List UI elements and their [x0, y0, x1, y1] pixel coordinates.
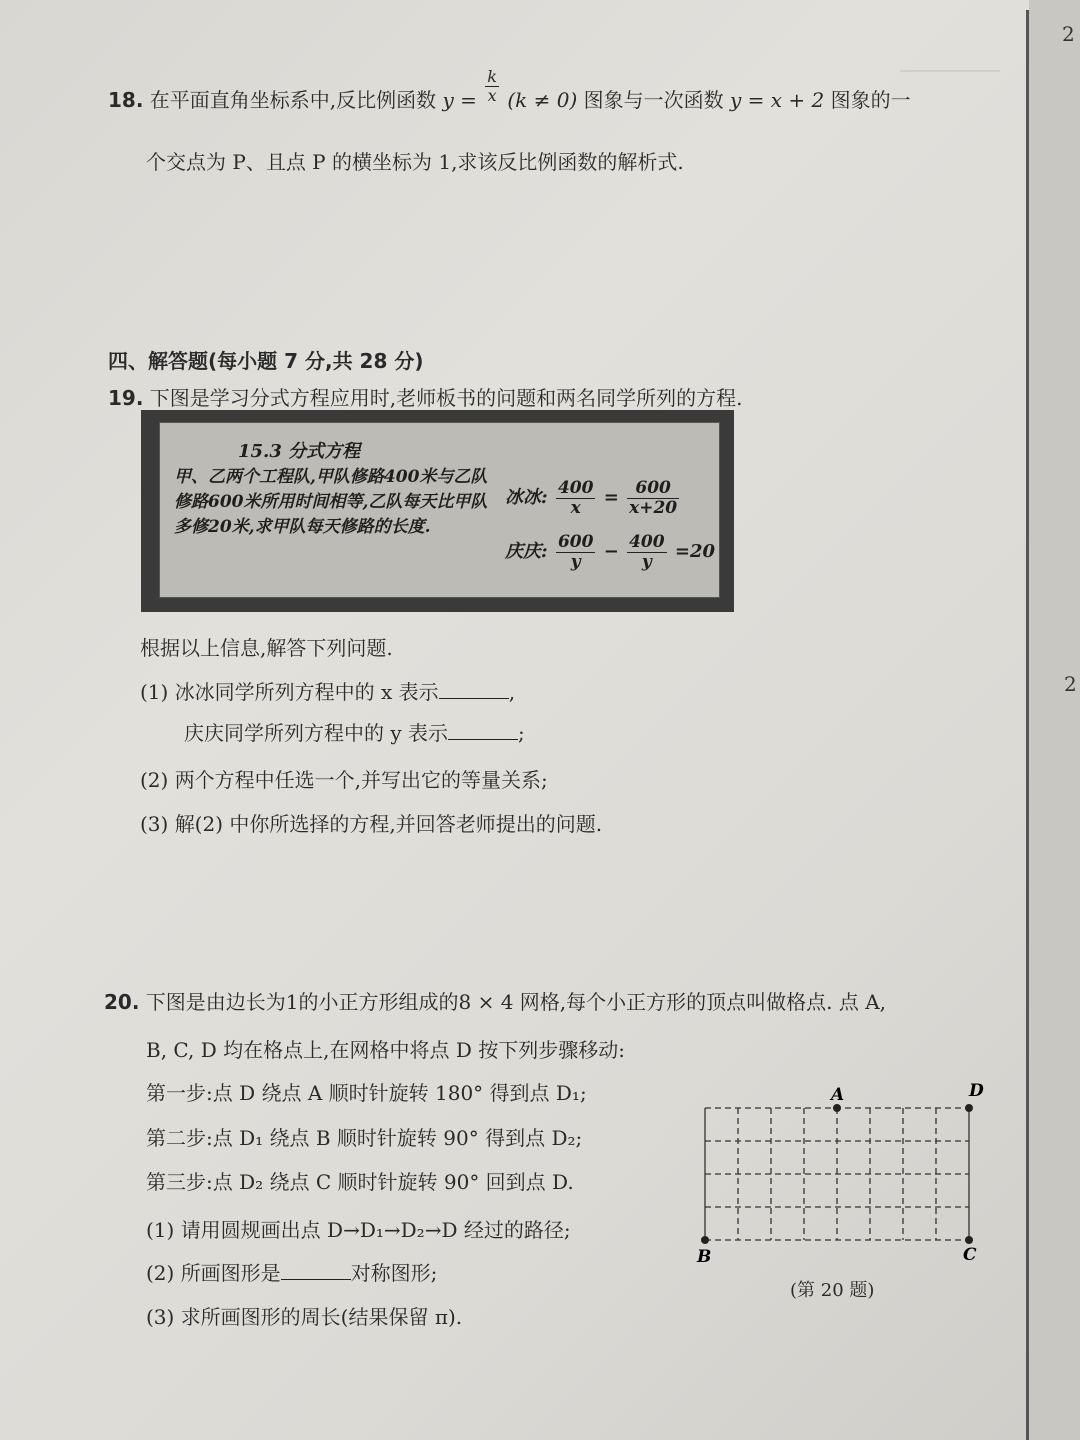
q18-frac-num: k: [487, 67, 497, 87]
point-C: [965, 1236, 973, 1244]
qq-minus: −: [603, 541, 619, 563]
point-B: [701, 1236, 709, 1244]
q19-part2: (2) 两个方程中任选一个,并写出它的等量关系;: [140, 768, 548, 792]
q20-line2: B, C, D 均在格点上,在网格中将点 D 按下列步骤移动:: [146, 1038, 625, 1062]
label-B: B: [697, 1247, 712, 1267]
board-problem: 甲、乙两个工程队,甲队修路400米与乙队修路600米所用时间相等,乙队每天比甲队多修20米,求甲队每天修路的长度.: [174, 467, 488, 537]
q19-number: 19.: [108, 386, 144, 410]
q20-part3: (3) 求所画图形的周长(结果保留 π).: [146, 1305, 463, 1329]
answer-blank-3[interactable]: [281, 1265, 351, 1280]
q20-step2: 第二步:点 D₁ 绕点 B 顺时针旋转 90° 得到点 D₂;: [146, 1126, 583, 1150]
qq-num-1: 600: [557, 532, 594, 552]
adjacent-page-number-2: 2: [1064, 672, 1077, 696]
q20-step3: 第三步:点 D₂ 绕点 C 顺时针旋转 90° 回到点 D.: [146, 1170, 574, 1194]
q18-condition: (k ≠ 0): [507, 88, 578, 112]
qq-num-2: 400: [629, 532, 665, 552]
bb-frac-2: [627, 479, 679, 517]
bb-frac-1: [556, 479, 596, 517]
q20-part2a: (2) 所画图形是: [146, 1261, 281, 1285]
q20-step1: 第一步:点 D 绕点 A 顺时针旋转 180° 得到点 D₁;: [146, 1081, 587, 1105]
blackboard-figure: [141, 410, 734, 612]
bb-equals: =: [603, 487, 619, 509]
bb-den-1: x: [570, 497, 581, 518]
qq-frac-1: [556, 533, 596, 571]
adjacent-page-number: 2: [1062, 22, 1075, 46]
qq-rhs: =20: [674, 541, 716, 563]
q18-linear: y = x + 2: [730, 88, 825, 112]
qq-frac-2: [627, 533, 667, 571]
point-A: [833, 1104, 841, 1112]
label-A: A: [831, 1085, 845, 1105]
figure-caption: (第 20 题): [790, 1280, 875, 1301]
q18-text-b: 图象与一次函数: [583, 88, 724, 112]
bb-num-1: 400: [557, 478, 594, 498]
answer-blank-2[interactable]: [448, 725, 518, 740]
q20-part2: [146, 1263, 437, 1283]
q19-part1b-text: 庆庆同学所列方程中的 y 表示: [184, 721, 449, 745]
qq-den-1: y: [570, 551, 581, 572]
grid-lines: [705, 1108, 969, 1240]
qingqing-equation: [505, 533, 715, 571]
point-D: [965, 1104, 973, 1112]
q20-number: 20.: [104, 990, 140, 1014]
grid-figure: [695, 1080, 985, 1300]
q18-text-a: 在平面直角坐标系中,反比例函数: [149, 88, 437, 112]
qingqing-label: 庆庆:: [505, 541, 548, 563]
bb-num-2: 600: [627, 479, 679, 499]
q20-part1: (1) 请用圆规画出点 D→D₁→D₂→D 经过的路径;: [146, 1218, 571, 1242]
q20-line1: [104, 992, 886, 1012]
q18-text-c: 图象的一: [830, 88, 911, 112]
qq-den-2: y: [641, 551, 652, 572]
q19-part1a: (1) 冰冰同学所列方程中的 x 表示 ,: [140, 680, 516, 704]
blackboard-surface: [159, 422, 720, 598]
label-C: C: [963, 1245, 977, 1265]
q20-line1-text: 下图是由边长为1的小正方形组成的8 × 4 网格,每个小正方形的顶点叫做格点. 点 A,: [145, 990, 887, 1014]
q18-line2: 个交点为 P、且点 P 的横坐标为 1,求该反比例函数的解析式.: [146, 150, 684, 174]
answer-blank-1[interactable]: [439, 684, 509, 699]
q19-part3: (3) 解(2) 中你所选择的方程,并回答老师提出的问题.: [140, 812, 603, 836]
show-through: [900, 70, 1000, 72]
q20-part2b: 对称图形;: [350, 1261, 438, 1285]
q18-fn-y: y =: [442, 88, 477, 112]
adjacent-page-strip: [1029, 0, 1080, 1440]
q19-part1b: 庆庆同学所列方程中的 y 表示 ;: [184, 721, 525, 745]
q18-frac-den: x: [487, 86, 497, 105]
label-D: D: [969, 1081, 984, 1101]
q19-part1a-text: (1) 冰冰同学所列方程中的 x 表示: [140, 680, 439, 704]
q18-number: 18.: [108, 88, 144, 112]
q18-fraction: [485, 68, 499, 104]
q19-intro-line: [108, 388, 743, 408]
q18-line1: [108, 67, 911, 112]
bb-den-2: x+20: [629, 497, 678, 518]
section-header: 四、解答题(每小题 7 分,共 28 分): [108, 349, 424, 373]
grid-svg: [695, 1080, 985, 1300]
q19-answer-intro: 根据以上信息,解答下列问题.: [140, 636, 393, 660]
board-title: 15.3 分式方程: [238, 441, 361, 462]
page-edge-line: [1026, 10, 1029, 1440]
bingbing-label: 冰冰:: [505, 487, 548, 509]
q19-intro: 下图是学习分式方程应用时,老师板书的问题和两名同学所列的方程.: [149, 386, 743, 410]
bingbing-equation: [505, 479, 681, 517]
